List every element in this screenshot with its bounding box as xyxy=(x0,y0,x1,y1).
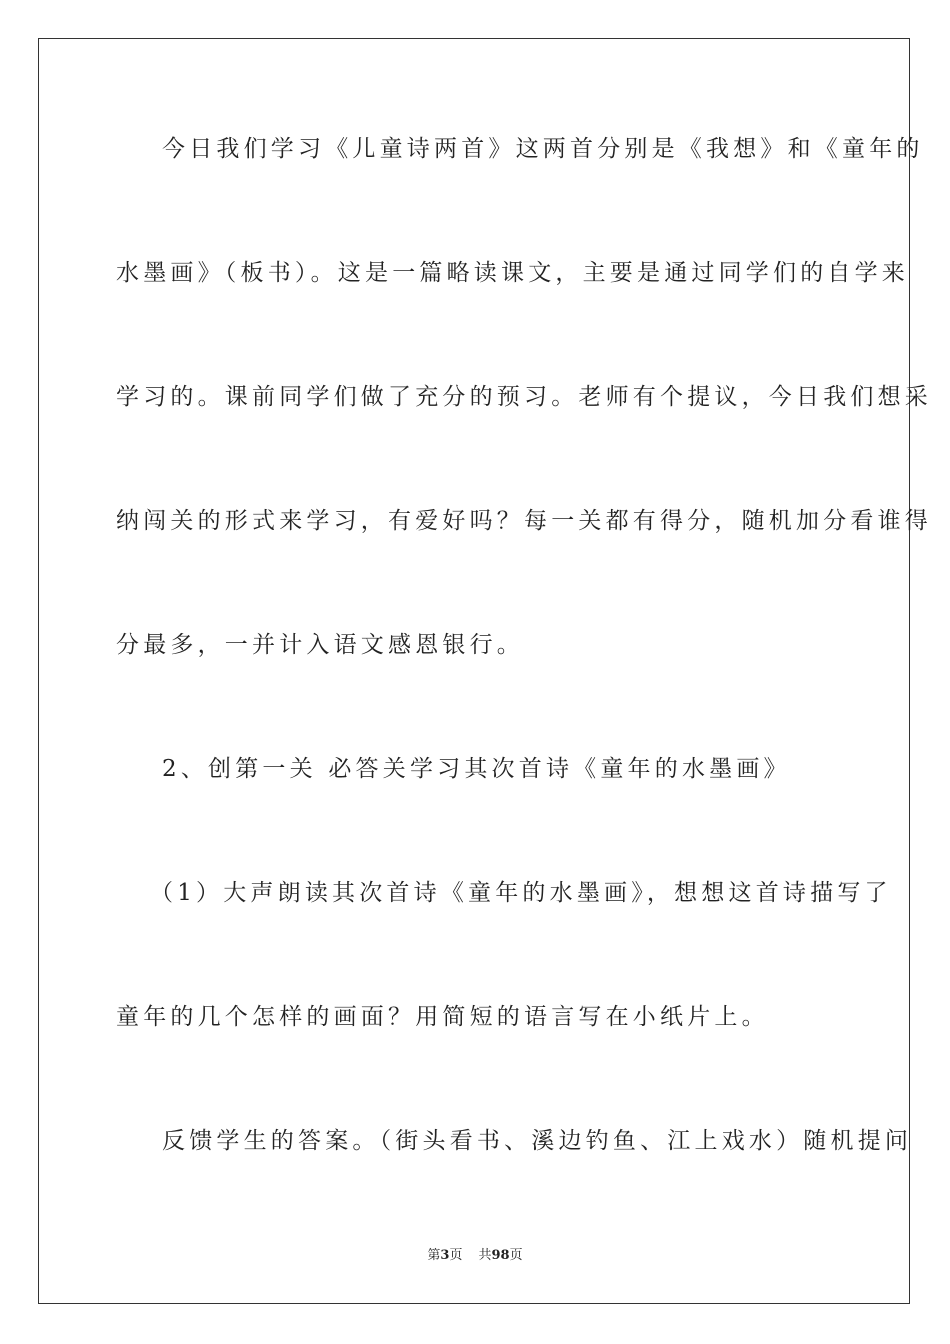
footer-total-unit: 页 xyxy=(509,1248,523,1263)
paragraph-line-7: （1）大声朗读其次首诗《童年的水墨画》，想想这首诗描写了 xyxy=(150,880,892,906)
section-heading-line: 2、创第一关 必答关学习其次首诗《童年的水墨画》 xyxy=(162,756,791,782)
page-border xyxy=(38,38,932,1304)
paragraph-line-3: 学习的。课前同学们做了充分的预习。老师有个提议，今日我们想采 xyxy=(116,384,932,410)
paragraph-line-1: 今日我们学习《儿童诗两首》这两首分别是《我想》和《童年的 xyxy=(162,136,924,162)
footer-total-prefix: 共 xyxy=(478,1248,492,1263)
footer-page-number: 3 xyxy=(440,1248,450,1263)
page-footer xyxy=(0,1247,950,1265)
paragraph-line-2: 水墨画》（板书）。这是一篇略读课文，主要是通过同学们的自学来 xyxy=(116,260,909,286)
footer-page-prefix: 第 xyxy=(427,1248,441,1263)
footer-page-unit: 页 xyxy=(449,1248,463,1263)
paragraph-line-8: 童年的几个怎样的画面？用简短的语言写在小纸片上。 xyxy=(116,1004,769,1030)
paragraph-line-4: 纳闯关的形式来学习，有爱好吗？每一关都有得分，随机加分看谁得 xyxy=(116,508,932,534)
paragraph-line-9: 反馈学生的答案。（街头看书、溪边钓鱼、江上戏水）随机提问 xyxy=(162,1128,913,1154)
paragraph-line-5: 分最多，一并计入语文感恩银行。 xyxy=(116,632,524,658)
footer-total-pages: 98 xyxy=(491,1248,510,1263)
